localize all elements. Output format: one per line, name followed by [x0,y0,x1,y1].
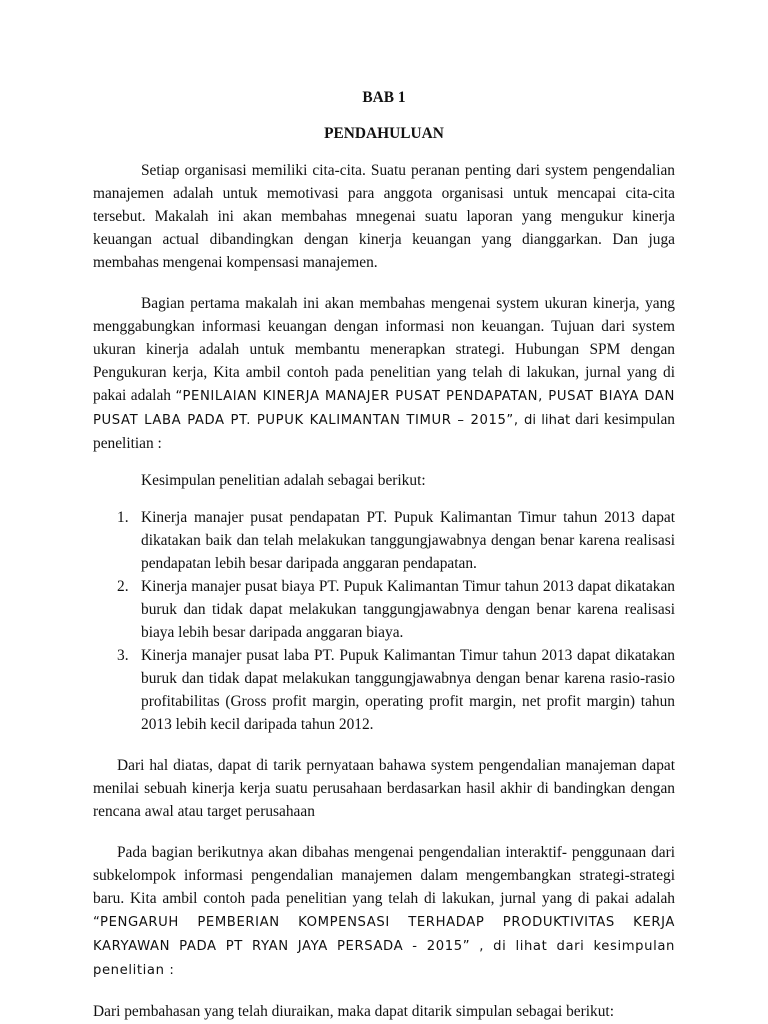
document-page [93,86,675,1023]
list-item [117,506,675,575]
part-two-paragraph [93,841,675,982]
list-item-number: 2. [117,578,129,595]
list-item-text: Kinerja manajer pusat laba PT. Pupuk Kalimantan Timur tahun 2013 dapat dikatakan buruk dan tidak dapat melakukan tanggungjawabnya dengan benar karena rasio-rasio profitabilitas (Gross profit margin, operating profit margin, net profit margin) tahun 2013 lebih kecil daripada tahun 2012. [141,647,675,733]
statement-paragraph: Dari hal diatas, dapat di tarik pernyataan bahawa system pengendalian manajeman dapat menilai sebuah kinerja kerja suatu perusahaan berdasarkan hasil akhir di bandingkan dengan rencana awal atau target perusahaan [93,757,675,820]
part-one-text: Bagian pertama makalah ini akan membahas mengenai system ukuran kinerja, yang menggabungkan informasi keuangan dengan informasi non keuangan. Tujuan dari system ukuran kinerja adalah untuk membantu menerapkan strategi. Hubungan SPM dengan Pengukuran kerja, Kita ambil contoh pada penelitian yang telah di lakukan, jurnal yang di pakai adalah [93,295,675,404]
closing-line: Dari pembahasan yang telah diuraikan, maka dapat ditarik simpulan sebagai berikut: [93,1003,614,1020]
list-item [117,644,675,736]
part-two-journal-title: “PENGARUH PEMBERIAN KOMPENSASI TERHADAP PRODUKTIVITAS KERJA KARYAWAN PADA PT RYAN JAYA PERSADA - 2015” , di lihat dari kesimpulan penelitian : [93,915,675,978]
list-item-text: Kinerja manajer pusat pendapatan PT. Pupuk Kalimantan Timur tahun 2013 dapat dikatakan baik dan telah melakukan tanggungjawabnya dengan benar karena realisasi pendapatan lebih besar daripada anggaran pendapatan. [141,509,675,572]
list-item-number: 3. [117,647,129,664]
chapter-title: PENDAHULUAN [324,125,444,142]
list-item [117,575,675,644]
part-two-text: Pada bagian berikutnya akan dibahas mengenai pengendalian interaktif- penggunaan dari subkelompok informasi pengendalian manajemen dalam mengembangkan strategi-strategi baru. Kita ambil contoh pada penelitian yang telah di lakukan, jurnal yang di pakai adalah [93,844,675,907]
part-one-journal-title: “PENILAIAN KINERJA MANAJER PUSAT PENDAPATAN, PUSAT BIAYA DAN PUSAT LABA PADA PT. PUPUK KALIMANTAN TIMUR – 2015”, [93,389,675,428]
part-one-cite-tail: di lihat [518,413,571,428]
list-item-number: 1. [117,509,129,526]
chapter-label: BAB 1 [362,89,406,106]
part-one-paragraph [93,292,675,455]
intro-paragraph: Setiap organisasi memiliki cita-cita. Suatu peranan penting dari system pengendalian manajemen adalah untuk memotivasi para anggota organisasi untuk mencapai cita-cita tersebut. Makalah ini akan membahas mnegenai suatu laporan yang mengukur kinerja keuangan actual dibandingkan dengan kinerja keuangan yang dianggarkan. Dan juga membahas mengenai kompensasi manajemen. [93,162,675,271]
list-item-text: Kinerja manajer pusat biaya PT. Pupuk Kalimantan Timur tahun 2013 dapat dikatakan buruk dan tidak dapat melakukan tanggungjawabnya dengan benar karena realisasi biaya lebih besar daripada anggaran biaya. [141,578,675,641]
conclusion-lead: Kesimpulan penelitian adalah sebagai berikut: [141,472,426,489]
findings-list [93,506,675,736]
part-one-text-after: dari kesimpulan penelitian : [93,411,675,452]
